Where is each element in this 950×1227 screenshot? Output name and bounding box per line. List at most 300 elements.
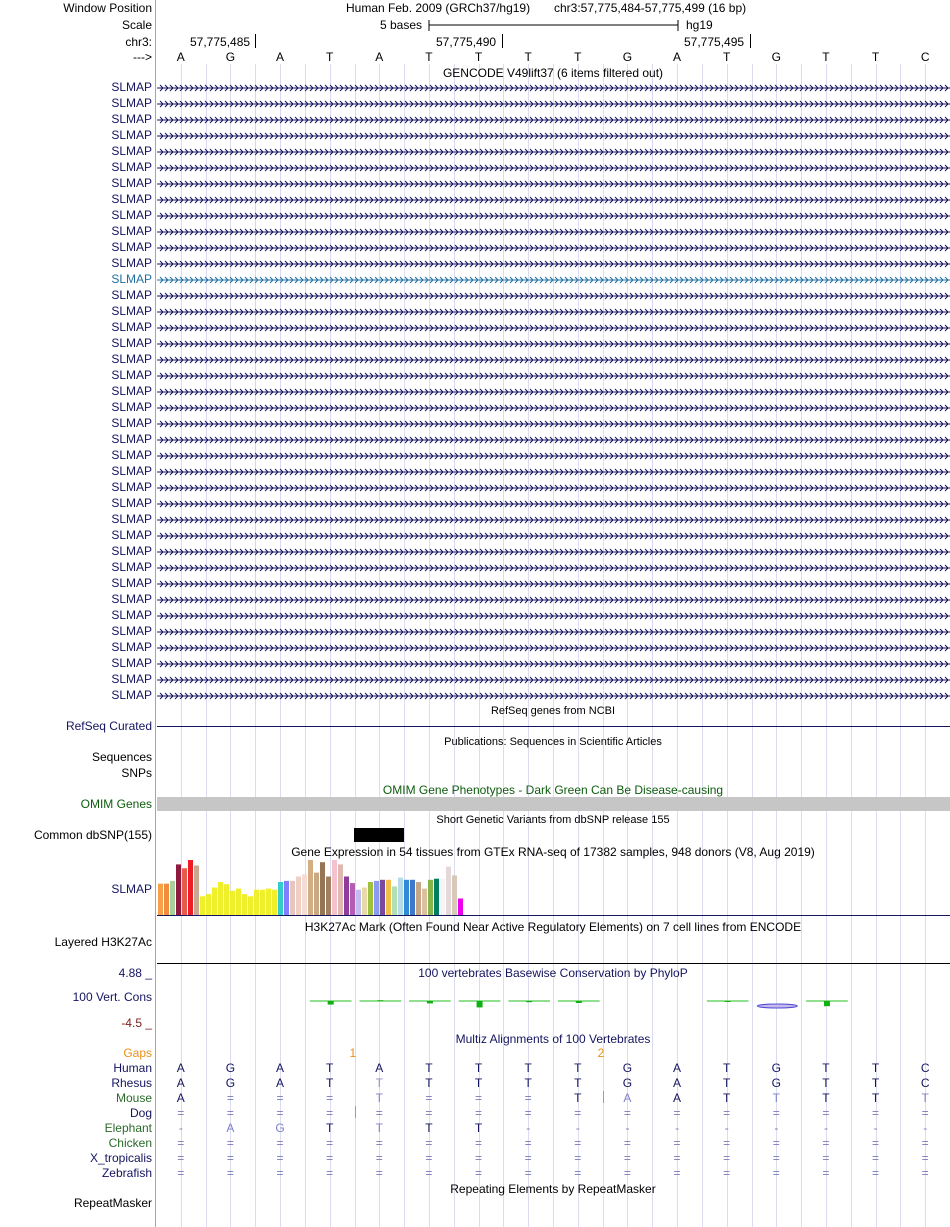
aligned-base: = — [326, 1091, 334, 1105]
scale-bar — [428, 18, 680, 32]
tick-label-2: 57,775,490 — [436, 35, 497, 49]
aligned-base: A — [176, 1076, 185, 1090]
aligned-base: = — [822, 1136, 830, 1150]
gencode-gene-label[interactable]: SLMAP — [111, 272, 152, 286]
aligned-base: - — [774, 1121, 779, 1135]
base-6: T — [425, 50, 433, 64]
gencode-transcript[interactable] — [157, 272, 950, 288]
gencode-gene-label[interactable]: SLMAP — [111, 160, 152, 174]
base-16: C — [920, 50, 930, 64]
aligned-base: T — [822, 1076, 830, 1090]
base-4: T — [326, 50, 334, 64]
aligned-base: = — [177, 1106, 185, 1120]
gtex-tissue-bar[interactable] — [188, 860, 193, 915]
gtex-tissue-bar[interactable] — [446, 867, 451, 915]
aligned-base: T — [822, 1091, 830, 1105]
aligned-base: T — [425, 1121, 433, 1135]
aligned-base: = — [822, 1166, 830, 1180]
gtex-tissue-bar[interactable] — [458, 899, 463, 916]
gencode-gene-label[interactable]: SLMAP — [111, 224, 152, 238]
gap-count: 2 — [597, 1046, 605, 1060]
gtex-tissue-bar[interactable] — [212, 888, 217, 916]
phylop-score-bar[interactable] — [526, 1001, 532, 1002]
aligned-base: C — [920, 1061, 930, 1075]
aligned-base: = — [623, 1136, 631, 1150]
aligned-base: = — [872, 1106, 880, 1120]
aligned-base: = — [375, 1136, 383, 1150]
gencode-transcript[interactable] — [157, 464, 950, 480]
gtex-tissue-bar[interactable] — [374, 881, 379, 915]
omim-bar[interactable] — [157, 797, 950, 811]
gtex-tissue-bar[interactable] — [290, 881, 295, 915]
base-1: A — [176, 50, 185, 64]
phylop-score-bar[interactable] — [377, 1000, 383, 1001]
gencode-transcript[interactable] — [157, 336, 950, 352]
aligned-base: G — [275, 1121, 285, 1135]
gencode-transcript[interactable] — [157, 208, 950, 224]
gencode-transcript[interactable] — [157, 624, 950, 640]
gencode-transcript[interactable] — [157, 352, 950, 368]
species-label-dog[interactable]: Dog — [129, 1106, 152, 1120]
gencode-gene-label[interactable]: SLMAP — [111, 288, 152, 302]
aligned-base: T — [326, 1121, 334, 1135]
aligned-base: = — [226, 1151, 234, 1165]
aligned-base: = — [475, 1091, 483, 1105]
gencode-gene-label[interactable]: SLMAP — [111, 640, 152, 654]
gtex-tissue-bar[interactable] — [392, 886, 397, 915]
gtex-tissue-bar[interactable] — [284, 881, 289, 915]
gtex-tissue-bar[interactable] — [326, 877, 331, 916]
gtex-tissue-bar[interactable] — [344, 877, 349, 916]
aligned-base: = — [276, 1091, 284, 1105]
h3k27ac-title: H3K27Ac Mark (Often Found Near Active Regulatory Elements) on 7 cell lines from ENCODE — [304, 920, 802, 934]
gtex-tissue-bar[interactable] — [272, 890, 277, 915]
phylop-negative-mark — [757, 1004, 797, 1008]
aligned-base: = — [326, 1106, 334, 1120]
aligned-base: G — [771, 1076, 781, 1090]
phylop-score-bar[interactable] — [427, 1001, 433, 1003]
gencode-gene-label[interactable]: SLMAP — [111, 528, 152, 542]
aligned-base: A — [226, 1121, 235, 1135]
gtex-label[interactable]: SLMAP — [111, 882, 152, 896]
aligned-base: = — [921, 1106, 929, 1120]
base-5: A — [375, 50, 384, 64]
aligned-base: = — [623, 1151, 631, 1165]
gencode-transcript[interactable] — [157, 240, 950, 256]
gencode-transcript[interactable] — [157, 688, 950, 704]
gencode-transcript[interactable] — [157, 656, 950, 672]
aligned-base: = — [276, 1136, 284, 1150]
aligned-base: = — [822, 1106, 830, 1120]
aligned-base: = — [226, 1136, 234, 1150]
aligned-base: = — [276, 1151, 284, 1165]
gencode-transcript[interactable] — [157, 512, 950, 528]
gencode-transcript[interactable] — [157, 320, 950, 336]
strand-label: ---> — [133, 50, 152, 64]
species-label-chicken[interactable]: Chicken — [108, 1136, 152, 1150]
gencode-transcript[interactable] — [157, 544, 950, 560]
aligned-base: G — [622, 1061, 633, 1075]
aligned-base: T — [723, 1061, 731, 1075]
aligned-base: - — [625, 1121, 630, 1135]
aligned-base: G — [225, 1076, 236, 1090]
aligned-base: T — [822, 1061, 830, 1075]
gencode-gene-label[interactable]: SLMAP — [111, 416, 152, 430]
gtex-tissue-bar[interactable] — [158, 884, 163, 915]
gencode-gene-label[interactable]: SLMAP — [111, 176, 152, 190]
gap-count: 1 — [349, 1046, 357, 1060]
aligned-base: = — [524, 1151, 532, 1165]
gencode-transcript[interactable] — [157, 384, 950, 400]
gencode-gene-label[interactable]: SLMAP — [111, 128, 152, 142]
gtex-tissue-bar[interactable] — [248, 896, 253, 915]
gtex-tissue-bar[interactable] — [308, 860, 313, 915]
base-2: G — [225, 50, 236, 64]
aligned-base: A — [176, 1061, 185, 1075]
gencode-transcript[interactable] — [157, 672, 950, 688]
gencode-transcript[interactable] — [157, 224, 950, 240]
phylop-score-bar[interactable] — [725, 1001, 731, 1002]
aligned-base: = — [574, 1151, 582, 1165]
gencode-gene-label[interactable]: SLMAP — [111, 592, 152, 606]
aligned-base: A — [673, 1061, 682, 1075]
gencode-gene-label[interactable]: SLMAP — [111, 560, 152, 574]
gencode-transcript[interactable] — [157, 144, 950, 160]
scale-text: 5 bases — [380, 18, 423, 32]
refseq-line[interactable] — [157, 726, 950, 727]
species-label-elephant[interactable]: Elephant — [104, 1121, 152, 1135]
gencode-transcript[interactable] — [157, 304, 950, 320]
aligned-base: = — [623, 1106, 631, 1120]
gtex-tissue-bar[interactable] — [224, 884, 229, 915]
species-label-mouse[interactable]: Mouse — [115, 1091, 152, 1105]
gencode-gene-label[interactable]: SLMAP — [111, 544, 152, 558]
aligned-base: = — [772, 1166, 780, 1180]
phylop-label[interactable]: 100 Vert. Cons — [72, 990, 152, 1004]
gencode-gene-label[interactable]: SLMAP — [111, 624, 152, 638]
aligned-base: = — [772, 1106, 780, 1120]
gencode-gene-label[interactable]: SLMAP — [111, 512, 152, 526]
aligned-base: = — [475, 1151, 483, 1165]
aligned-base: - — [873, 1121, 878, 1135]
gencode-transcript[interactable] — [157, 576, 950, 592]
gencode-transcript[interactable] — [157, 256, 950, 272]
gencode-transcript[interactable] — [157, 480, 950, 496]
gencode-transcript[interactable] — [157, 496, 950, 512]
aligned-base: C — [920, 1076, 930, 1090]
publications-label-sequences[interactable]: Sequences — [91, 750, 152, 764]
assembly-title: Human Feb. 2009 (GRCh37/hg19) — [346, 1, 531, 15]
h3k27ac-label[interactable]: Layered H3K27Ac — [54, 935, 152, 949]
gencode-gene-label[interactable]: SLMAP — [111, 192, 152, 206]
gencode-gene-label[interactable]: SLMAP — [111, 336, 152, 350]
aligned-base: = — [673, 1151, 681, 1165]
aligned-base: A — [673, 1091, 682, 1105]
gencode-transcript[interactable] — [157, 368, 950, 384]
phylop-max: 4.88 _ — [118, 966, 152, 980]
base-9: T — [574, 50, 582, 64]
gencode-gene-label[interactable]: SLMAP — [111, 112, 152, 126]
phylop-score-bar[interactable] — [824, 1001, 830, 1006]
aligned-base: T — [921, 1091, 929, 1105]
gencode-gene-label[interactable]: SLMAP — [111, 448, 152, 462]
omim-label[interactable]: OMIM Genes — [80, 797, 152, 811]
gencode-gene-label[interactable]: SLMAP — [111, 608, 152, 622]
aligned-base: - — [724, 1121, 729, 1135]
aligned-base: T — [871, 1076, 880, 1090]
gtex-tissue-bar[interactable] — [410, 880, 415, 915]
aligned-base: = — [425, 1136, 433, 1150]
phylop-score-bar[interactable] — [328, 1001, 334, 1005]
gtex-tissue-bar[interactable] — [206, 894, 211, 915]
h3k27ac-baseline — [157, 963, 950, 964]
gtex-bar-chart[interactable] — [157, 860, 537, 915]
gencode-gene-label[interactable]: SLMAP — [111, 480, 152, 494]
aligned-base: A — [276, 1061, 285, 1075]
species-label-x_tropicalis[interactable]: X_tropicalis — [89, 1151, 152, 1165]
gencode-gene-label[interactable]: SLMAP — [111, 400, 152, 414]
aligned-base: - — [923, 1121, 928, 1135]
aligned-base: = — [226, 1091, 234, 1105]
aligned-base: = — [574, 1166, 582, 1180]
aligned-base: = — [326, 1166, 334, 1180]
repeatmasker-label[interactable]: RepeatMasker — [73, 1196, 152, 1210]
aligned-base: = — [375, 1166, 383, 1180]
gencode-transcript[interactable] — [157, 400, 950, 416]
multiz-title: Multiz Alignments of 100 Vertebrates — [455, 1032, 651, 1046]
phylop-plot[interactable] — [157, 980, 950, 1025]
gtex-tissue-bar[interactable] — [422, 889, 427, 915]
aligned-base: - — [675, 1121, 680, 1135]
gtex-tissue-bar[interactable] — [338, 864, 343, 915]
aligned-base: = — [326, 1151, 334, 1165]
aligned-base: = — [574, 1106, 582, 1120]
aligned-base: = — [723, 1136, 731, 1150]
gtex-tissue-bar[interactable] — [254, 890, 259, 915]
aligned-base: = — [226, 1106, 234, 1120]
base-7: T — [474, 50, 483, 64]
gencode-gene-label[interactable]: SLMAP — [111, 96, 152, 110]
dbsnp-label[interactable]: Common dbSNP(155) — [33, 828, 152, 842]
gencode-transcript[interactable] — [157, 176, 950, 192]
gencode-transcript[interactable] — [157, 416, 950, 432]
gtex-tissue-bar[interactable] — [242, 894, 247, 915]
gencode-transcript[interactable] — [157, 112, 950, 128]
publications-label-snps[interactable]: SNPs — [121, 766, 152, 780]
gencode-transcript[interactable] — [157, 560, 950, 576]
phylop-score-bar[interactable] — [477, 1001, 483, 1007]
gtex-tissue-bar[interactable] — [236, 889, 241, 915]
aligned-base: = — [425, 1151, 433, 1165]
aligned-base: = — [177, 1151, 185, 1165]
gencode-transcript[interactable] — [157, 592, 950, 608]
aligned-base: G — [622, 1076, 633, 1090]
aligned-base: T — [474, 1121, 483, 1135]
gtex-tissue-bar[interactable] — [164, 884, 169, 915]
phylop-score-bar[interactable] — [576, 1001, 582, 1003]
aligned-base: = — [723, 1166, 731, 1180]
base-11: A — [673, 50, 682, 64]
aligned-base: T — [772, 1091, 780, 1105]
aligned-base: = — [475, 1136, 483, 1150]
gtex-tissue-bar[interactable] — [296, 877, 301, 916]
tick-label-1: 57,775,485 — [190, 35, 251, 49]
aligned-base: = — [723, 1151, 731, 1165]
gtex-tissue-bar[interactable] — [194, 866, 199, 916]
aligned-base: - — [823, 1121, 828, 1135]
gtex-baseline — [157, 915, 950, 916]
species-label-zebrafish[interactable]: Zebrafish — [101, 1166, 152, 1180]
gtex-tissue-bar[interactable] — [386, 880, 391, 915]
gencode-transcript[interactable] — [157, 80, 950, 96]
aligned-base: = — [524, 1136, 532, 1150]
dbsnp-variant[interactable] — [354, 828, 404, 842]
aligned-base: = — [673, 1106, 681, 1120]
aligned-base: - — [575, 1121, 580, 1135]
species-label-rhesus[interactable]: Rhesus — [111, 1076, 152, 1090]
gencode-transcript[interactable] — [157, 96, 950, 112]
aligned-base: A — [276, 1076, 285, 1090]
gencode-transcript[interactable] — [157, 640, 950, 656]
base-12: T — [723, 50, 731, 64]
aligned-base: = — [822, 1151, 830, 1165]
aligned-base: = — [276, 1166, 284, 1180]
aligned-base: A — [176, 1091, 185, 1105]
species-label-human[interactable]: Human — [113, 1061, 152, 1075]
gencode-transcript[interactable] — [157, 160, 950, 176]
gtex-tissue-bar[interactable] — [230, 891, 235, 915]
gtex-tissue-bar[interactable] — [302, 874, 307, 915]
gtex-tissue-bar[interactable] — [332, 860, 337, 915]
tick-label-3: 57,775,495 — [684, 35, 745, 49]
aligned-base: T — [425, 1076, 433, 1090]
aligned-base: T — [574, 1091, 582, 1105]
aligned-base: T — [474, 1076, 483, 1090]
aligned-base: = — [177, 1136, 185, 1150]
aligned-base: T — [425, 1061, 433, 1075]
gtex-tissue-bar[interactable] — [356, 890, 361, 915]
gtex-tissue-bar[interactable] — [452, 875, 457, 915]
aligned-base: = — [276, 1106, 284, 1120]
gtex-tissue-bar[interactable] — [398, 878, 403, 915]
aligned-base: = — [524, 1166, 532, 1180]
gencode-gene-label[interactable]: SLMAP — [111, 304, 152, 318]
aligned-base: = — [872, 1136, 880, 1150]
aligned-base: - — [526, 1121, 531, 1135]
aligned-base: T — [326, 1061, 334, 1075]
gtex-tissue-bar[interactable] — [278, 882, 283, 915]
db-name: hg19 — [686, 18, 713, 32]
gencode-gene-label[interactable]: SLMAP — [111, 656, 152, 670]
gtex-tissue-bar[interactable] — [350, 883, 355, 915]
repeatmasker-title: Repeating Elements by RepeatMasker — [450, 1182, 656, 1196]
publications-title: Publications: Sequences in Scientific Articles — [444, 736, 662, 748]
aligned-base: T — [723, 1091, 731, 1105]
gtex-tissue-bar[interactable] — [404, 880, 409, 915]
gencode-transcript[interactable] — [157, 288, 950, 304]
gtex-tissue-bar[interactable] — [434, 879, 439, 915]
gtex-tissue-bar[interactable] — [314, 873, 319, 915]
gtex-tissue-bar[interactable] — [260, 890, 265, 915]
gencode-gene-label[interactable]: SLMAP — [111, 240, 152, 254]
aligned-base: A — [673, 1076, 682, 1090]
position-readout[interactable]: chr3:57,775,484-57,775,499 (16 bp) — [554, 1, 747, 15]
gtex-tissue-bar[interactable] — [170, 881, 175, 915]
gencode-gene-label[interactable]: SLMAP — [111, 384, 152, 398]
gencode-transcript[interactable] — [157, 528, 950, 544]
gencode-transcript[interactable] — [157, 192, 950, 208]
gtex-tissue-bar[interactable] — [218, 882, 223, 915]
gaps-label: Gaps — [123, 1046, 152, 1060]
gencode-transcript[interactable] — [157, 448, 950, 464]
tick-mark-1 — [255, 34, 256, 48]
aligned-base: = — [673, 1136, 681, 1150]
gencode-gene-label[interactable]: SLMAP — [111, 688, 152, 702]
gencode-gene-label[interactable]: SLMAP — [111, 208, 152, 222]
gtex-tissue-bar[interactable] — [176, 864, 181, 915]
gtex-tissue-bar[interactable] — [320, 862, 325, 915]
aligned-base: = — [326, 1136, 334, 1150]
aligned-base: = — [425, 1166, 433, 1180]
gtex-tissue-bar[interactable] — [368, 882, 373, 915]
omim-title: OMIM Gene Phenotypes - Dark Green Can Be Disease-causing — [382, 783, 724, 797]
gencode-gene-label[interactable]: SLMAP — [111, 496, 152, 510]
refseq-label[interactable]: RefSeq Curated — [65, 719, 152, 733]
gencode-transcript[interactable] — [157, 432, 950, 448]
aligned-base: = — [772, 1136, 780, 1150]
gencode-gene-label[interactable]: SLMAP — [111, 464, 152, 478]
aligned-base: A — [375, 1061, 384, 1075]
aligned-base: = — [872, 1151, 880, 1165]
gencode-gene-label[interactable]: SLMAP — [111, 576, 152, 590]
gtex-tissue-bar[interactable] — [182, 868, 187, 915]
gtex-tissue-bar[interactable] — [380, 880, 385, 915]
aligned-base: A — [623, 1091, 632, 1105]
aligned-base: T — [723, 1076, 731, 1090]
gencode-gene-label[interactable]: SLMAP — [111, 144, 152, 158]
aligned-base: = — [673, 1166, 681, 1180]
gtex-tissue-bar[interactable] — [266, 889, 271, 915]
aligned-base: = — [425, 1091, 433, 1105]
gencode-transcript[interactable] — [157, 608, 950, 624]
aligned-base: T — [375, 1121, 383, 1135]
aligned-base: = — [574, 1136, 582, 1150]
aligned-base: T — [871, 1091, 880, 1105]
aligned-base: T — [375, 1076, 383, 1090]
gtex-tissue-bar[interactable] — [362, 888, 367, 916]
insertion-marker — [355, 1106, 356, 1118]
gencode-gene-label[interactable]: SLMAP — [111, 368, 152, 382]
base-14: T — [822, 50, 830, 64]
phylop-min: -4.5 _ — [121, 1016, 152, 1030]
gtex-tissue-bar[interactable] — [200, 896, 205, 915]
gencode-gene-label[interactable]: SLMAP — [111, 80, 152, 94]
phylop-title: 100 vertebrates Basewise Conservation by PhyloP — [418, 966, 688, 980]
gencode-gene-label[interactable]: SLMAP — [111, 432, 152, 446]
gencode-gene-label[interactable]: SLMAP — [111, 256, 152, 270]
gencode-transcript[interactable] — [157, 128, 950, 144]
base-13: G — [771, 50, 781, 64]
aligned-base: = — [475, 1106, 483, 1120]
gencode-gene-label[interactable]: SLMAP — [111, 352, 152, 366]
gencode-gene-label[interactable]: SLMAP — [111, 672, 152, 686]
gtex-tissue-bar[interactable] — [416, 882, 421, 915]
dbsnp-title: Short Genetic Variants from dbSNP release 155 — [436, 814, 670, 826]
gencode-gene-label[interactable]: SLMAP — [111, 320, 152, 334]
aligned-base: = — [524, 1106, 532, 1120]
gtex-tissue-bar[interactable] — [428, 880, 433, 915]
gtex-tissue-bar[interactable] — [440, 879, 445, 915]
